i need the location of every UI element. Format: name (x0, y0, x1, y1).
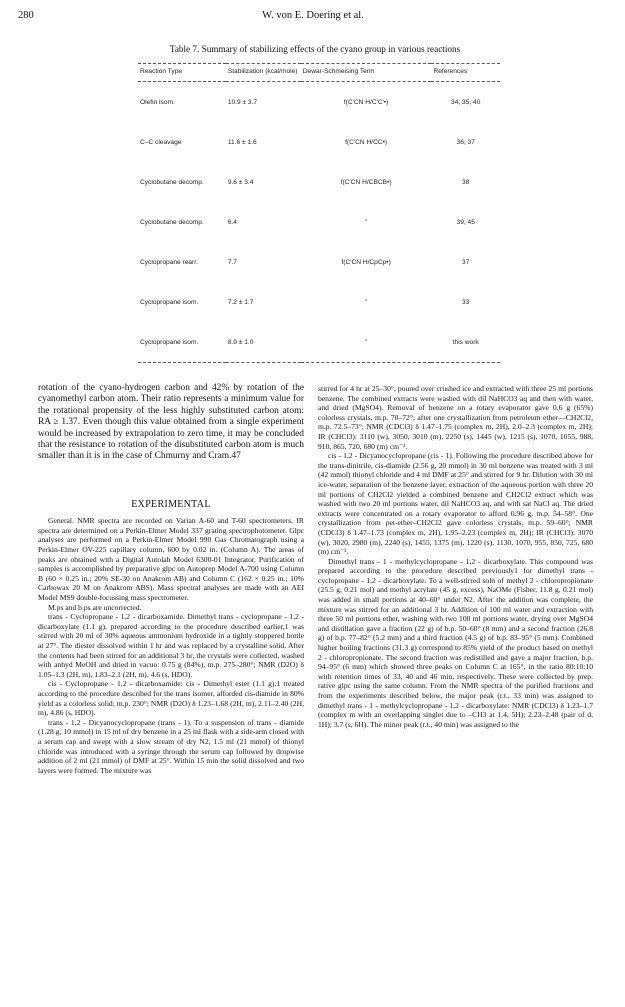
page-header (18, 10, 608, 26)
right-column (318, 384, 593, 729)
left-column (38, 383, 304, 775)
table-caption: Table 7. Summary of stabilizing effects of the cyano group in various reactions (169, 44, 461, 54)
cell-stabilization: 11.6 ± 1.6 (227, 138, 257, 146)
column-header-references: References (431, 64, 500, 82)
cell-stabilization: 8.9 ± 1.0 (226, 322, 301, 363)
table-row (138, 282, 500, 322)
table-header-row (138, 64, 500, 82)
cell-references: this work (431, 322, 500, 363)
cell-references: 33 (462, 298, 470, 306)
cell-references: 37 (462, 258, 470, 266)
data-table (138, 63, 500, 363)
page-number: 280 (18, 10, 34, 21)
column-header-reaction-type: Reaction Type (138, 64, 226, 82)
cell-stabilization: 6.4 (227, 218, 237, 226)
cell-reaction-type: Cyclopropane isom. (138, 322, 226, 363)
running-head: W. von E. Doering et al. (262, 10, 364, 21)
table-row (138, 242, 500, 282)
cell-references: 36, 37 (456, 138, 475, 146)
cell-dewar-term: f(C'CN H/CC•) (345, 138, 388, 146)
paragraph-general: General. NMR spectra are recorded on Varian A-60 and T-60 spectrometers. IR spectra are determined on a Perkin-Elmer Model 337 grating spectrophotometer. Glpc analyses are performed on a Perkin-Elmer Model 990 Gas Chromatograph using a Perkin-Elmer OV-225 capillary column, 600 by 0.02 in. (Column A). The areas of peaks are obtained with a Digital Autolab Model 6300-01 Integrator. Purification of samples is accomplished by preparative glpc on Autoprep Model A-700 using Column B (60 × 0.25 in.; 20% SE-30 on Anakrom AB) and Column C (162 × 0.25 in.; 10% Carbowax 20 M on Anakrom ABS). Mass spectral analyses are made with an AEI Model MS9 double-focussing mass spectrometer. (38, 516, 304, 602)
cell-reaction-type: Cyclopropane rearr. (140, 258, 198, 266)
cell-dewar-term: f(C'CN H/CBCB•) (340, 178, 392, 186)
table-row (138, 162, 500, 202)
cell-references: 38 (462, 178, 470, 186)
cell-reaction-type: Cyclobutane decomp. (140, 178, 204, 186)
intro-paragraph: rotation of the cyano-hydrogen carbon and 42% by rotation of the cyanomethyl carbon atom. Their ratio represents a minimum value for the rotational propensity of the less highly substituted carbon atom: RA ≥ 1.37. Even though this value obtained from a single experiment would be increased by extrapolation to zero time, it may be concluded that the resistance to rotation of the disubstituted carbon atom is much smaller than it is in the case of Chmurny and Cram.47 (38, 383, 304, 462)
paragraph-trans-diamide: trans - Cyclopropane - 1,2 - dicarboxamide. Dimethyl trans - cyclopropane - 1,2 - dicarboxylate (1.1 g), prepared according to the procedure described earlier,1 was stirred with 20 ml of 30% aqueous ammonium hydroxide in a tightly stoppered bottle at 27°. The diester dissolved within 1 hr and was replaced by a crystalline solid. After the contents had been stirred for an additional 3 hr, the crystals were collected, washed with anhyd MeOH and dried in vacuo: 0.75 g (84%), m.p. 275–280°; NMR (D2O) δ 1.05–1.3 (2H, m), 1.83–2.1 (2H, m), 4.6 (s, HDO). (38, 612, 304, 679)
paragraph-melting-points: M.ps and b.ps are uncorrected. (48, 602, 142, 612)
table-row (138, 82, 500, 123)
cell-reaction-type: Cyclopropane isom. (140, 298, 199, 306)
cell-dewar-term: " (364, 298, 368, 306)
cell-stabilization: 10.9 ± 3.7 (227, 98, 258, 106)
column-header-stabilization: Stabilization (kcal/mole) (226, 64, 301, 82)
paragraph-trans-dinitrile: trans - 1,2 - Dicyanocyclopropane (trans - 1). To a suspension of trans - diamide (1.28 g, 10 mmol) in 15 ml of dry benzene in a 25 ml flask with a side-arm closed with a serum cap and swept with a slow stream of dry N2, 1.5 ml (21 mmol) of thionyl chloride was introduced with a syringe through the serum cap followed by dropwise addition of 2 ml (21 mmol) of DMF at 25°. Within 15 min the solid dissolved and two layers were formed. The mixture was (38, 717, 304, 775)
cell-reaction-type: C–C cleavage (140, 138, 182, 146)
cell-dewar-term: " (301, 322, 432, 363)
table-row (138, 322, 500, 363)
paragraph-cis-diamide: cis - Cyclopropane - 1,2 - dicarboxamide: cis - Dimethyl ester (1.1 g),1 treated according to the procedure described for the trans isomer, afforded cis-diamide in 80% yield as a colorless solid; m.p. 230°; NMR (D2O) δ 1.23–1.68 (2H, m), 2.11–2.40 (2H, m), 4.86 (s, HDO). (38, 679, 304, 718)
section-heading-experimental: EXPERIMENTAL (131, 498, 211, 510)
paragraph-trans-dinitrile-continued: stirred for 4 hr at 25–30°, poured over crushed ice and extracted with three 25 ml portions benzene. The combined extracts were washed with dil NaHCO3 aq and then with water, and dried (MgSO4). Removal of benzene on a rotary evaporator gave 0.6 g (65%) colorless crystals, m.p. 70–72°; after one crystallization from petroleum ether—CH2Cl2, m.p. 72.5–73°; NMR (CDCl3) δ 1.47–1.75 (complex m, 2H), 2.0–2.3 (complex m, 2H); IR (CHCl3): 3110 (w), 3050, 3010 (m), 2250 (s), 1445 (w), 1215 (s), 1070, 1055, 988, 910, 865, 720, 680 (m) cm⁻¹. (318, 384, 593, 451)
cell-dewar-term: f(C'CN H/C'C'•) (343, 98, 389, 106)
column-header-dewar-term: Dewar-Schmeising Term (301, 64, 432, 82)
cell-reaction-type: Cyclobutane decomp. (140, 218, 204, 226)
cell-reaction-type: Olefin isom. (140, 98, 175, 106)
paragraph-cis-dinitrile: cis - 1,2 - Dicyanocyclopropane (cis - 1). Following the procedure described above for the trans-dinitrile, cis-diamide (2.56 g, 20 mmol) in 30 ml benzene was treated with 3 ml (42 mmol) thionyl chloride and 4 ml DMF at 25° and stirred for 9 hr. Dilution with 30 ml ice-water, separation of the benzene layer, extraction of the aqueous portion with three 20 ml portions of CH2Cl2 yielded a combined benzene and CH2Cl2 extract which was washed with two 20 ml portions water, dil NaHCO3 aq, and with sat NaCl aq. The dried extracts were concentrated on a rotary evaporator to afford 0.96 g, m.p. 54–58°. One crystallization from pet-ether–CH2Cl2 gave colorless crystals, m.p. 59–60°; NMR (CDCl3) δ 1.47–1.73 (complex m, 2H), 1.95–2.23 (complex m, 2H); IR (CHCl3): 3070 (w), 3020, 2980 (m), 2240 (s), 1455, 1375 (m), 1220 (s), 1130, 1070, 955, 850, 725, 680 (m) cm⁻¹. (318, 451, 593, 557)
cell-references: 39, 45 (456, 218, 475, 226)
cell-stabilization: 7.2 ± 1.7 (227, 298, 254, 306)
cell-stabilization: 9.6 ± 3.4 (227, 178, 254, 186)
cell-dewar-term: " (364, 218, 368, 226)
table-row (138, 202, 500, 242)
table-row (138, 122, 500, 162)
cell-references: 34, 35, 40 (451, 98, 481, 106)
cell-dewar-term: f(C'CN H/CpCp•) (341, 258, 391, 266)
paragraph-methylcyclopropane-diester: Dimethyl trans - 1 - methylcyclopropane - 1,2 - dicarboxylate. This compound was prepared according to the procedure described previously1 for dimethyl trans - cyclopropane - 1,2 - dicarboxylate. To a well-stirred soln of methyl 2 - chloropropionate (25.5 g, 0.21 mol) and methyl acrylate (45 g, excess), NaOMe (Fisher, 11.8 g, 0.21 mol) was added in small portions at 40–60° under N2. After the addition was complete, the mixture was stirred for an additional 3 hr. Addition of 100 ml water and extraction with three 50 ml portions ether, washing with two 100 ml portions water, drying over MgSO4 and distillation gave a fraction (22 g) of b.p. 50–60° (8 mm) and a second fraction (26.8 g) of b.p. 77–82° (5.2 mm) and a third fraction (4.5 g) of b.p. 83–95° (5 mm). Combined higher boiling fractions (31.3 g) correspond to 85% yield of the product based on methyl 2 - chloropropionate. The second fraction was redistilled and gave a major fraction, b.p. 94–95° (6 mm) which showed three peaks on Column C at 165°, in the ratio 80:10:10 with retention times of 33, 40 and 46 min, respectively. These were collected by prep. rative glpc using the same column. From the NMR spectra of the purified fractions and from the experiments described below, the major peak (r.t., 33 min) was assigned to dimethyl trans - 1 - methylcyclopropane - 1,2 - dicarboxylate: NMR (CDCl3) δ 1.23–1.7 (complex m with an overlapping singlet due to –CH3 at 1.4, 5H); 2.23–2.48 (pair of d, 1H); 3.7 (s, 6H). The minor peak (r.t., 40 min) was assigned to the (318, 556, 593, 729)
cell-stabilization: 7.7 (227, 258, 237, 266)
